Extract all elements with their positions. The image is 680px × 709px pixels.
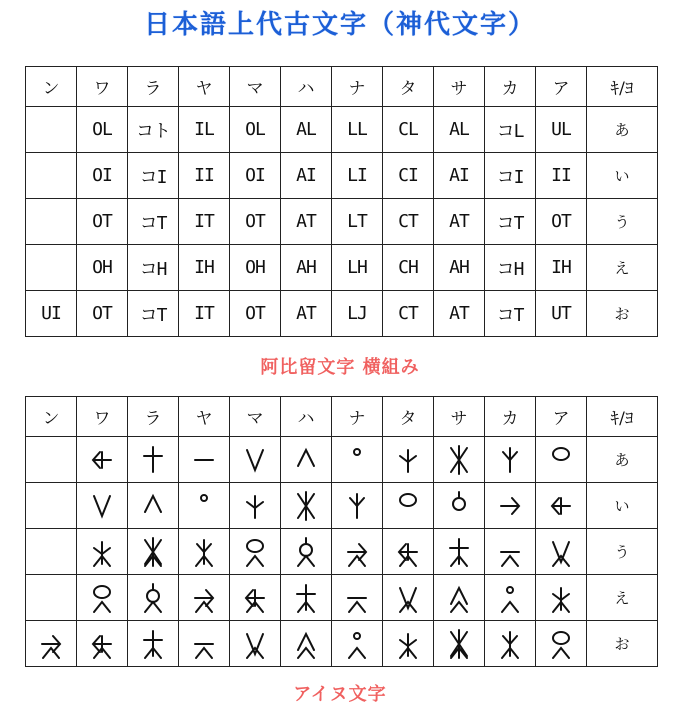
glyph-cell — [77, 575, 128, 621]
glyph-cell: AT — [434, 291, 485, 337]
glyph-cell — [281, 483, 332, 529]
glyph-cell: コT — [485, 199, 536, 245]
glyph-cell: AT — [281, 199, 332, 245]
ainu-glyph-drawing — [242, 444, 268, 476]
ainu-glyph-drawing — [497, 582, 523, 614]
glyph-cell: CT — [383, 199, 434, 245]
table-row — [26, 199, 658, 245]
glyph-cell: CL — [383, 107, 434, 153]
glyph-cell: IH — [179, 245, 230, 291]
glyph-cell — [128, 483, 179, 529]
column-header: ラ — [128, 67, 179, 107]
glyph-cell: AH — [281, 245, 332, 291]
glyph-cell: AT — [281, 291, 332, 337]
glyph-cell: OL — [77, 107, 128, 153]
glyph-cell: IL — [179, 107, 230, 153]
column-header: タ — [383, 397, 434, 437]
column-header: ナ — [332, 67, 383, 107]
column-header: ワ — [77, 67, 128, 107]
ainu-glyph-drawing — [497, 490, 523, 522]
glyph-cell: AT — [434, 199, 485, 245]
glyph-cell: コT — [128, 291, 179, 337]
glyph-cell: OT — [230, 199, 281, 245]
column-header: マ — [230, 67, 281, 107]
glyph-cell: OL — [230, 107, 281, 153]
column-header: カ — [485, 67, 536, 107]
column-header: ナ — [332, 397, 383, 437]
glyph-cell — [128, 575, 179, 621]
glyph-cell: IT — [179, 291, 230, 337]
ainu-glyph-drawing — [446, 444, 472, 476]
glyph-cell — [536, 575, 587, 621]
glyph-cell — [77, 621, 128, 667]
ainu-glyph-drawing — [89, 582, 115, 614]
table-header-row — [26, 397, 658, 437]
glyph-cell — [332, 437, 383, 483]
glyph-cell: LH — [332, 245, 383, 291]
ainu-glyph-drawing — [446, 582, 472, 614]
glyph-cell: UL — [536, 107, 587, 153]
glyph-cell — [179, 621, 230, 667]
ainu-glyph-drawing — [140, 490, 166, 522]
column-header: ヤ — [179, 397, 230, 437]
glyph-cell: OT — [77, 291, 128, 337]
column-header: ア — [536, 67, 587, 107]
ainu-glyph-drawing — [395, 628, 421, 660]
glyph-cell — [128, 437, 179, 483]
abiru-script-table — [25, 66, 658, 337]
ainu-glyph-drawing — [191, 490, 217, 522]
vowel-label: う — [587, 529, 658, 575]
ainu-glyph-drawing — [191, 444, 217, 476]
glyph-cell: LT — [332, 199, 383, 245]
glyph-cell — [332, 621, 383, 667]
ainu-glyph-drawing — [497, 444, 523, 476]
glyph-cell — [485, 483, 536, 529]
glyph-cell — [485, 621, 536, 667]
glyph-cell: II — [536, 153, 587, 199]
glyph-cell — [485, 529, 536, 575]
glyph-cell — [485, 575, 536, 621]
glyph-cell — [383, 575, 434, 621]
table-row — [26, 575, 658, 621]
ainu-glyph-drawing — [89, 444, 115, 476]
glyph-cell: AH — [434, 245, 485, 291]
glyph-cell — [179, 483, 230, 529]
glyph-cell — [332, 529, 383, 575]
column-header: ハ — [281, 67, 332, 107]
table-row — [26, 245, 658, 291]
ainu-glyph-drawing — [548, 536, 574, 568]
glyph-cell: AL — [281, 107, 332, 153]
column-header: ヤ — [179, 67, 230, 107]
abiru-caption: 阿比留文字 横組み — [260, 357, 420, 378]
glyph-cell — [434, 437, 485, 483]
ainu-glyph-drawing — [140, 582, 166, 614]
glyph-cell — [434, 575, 485, 621]
glyph-cell: OH — [77, 245, 128, 291]
glyph-cell — [434, 621, 485, 667]
glyph-cell — [281, 529, 332, 575]
glyph-cell: LI — [332, 153, 383, 199]
ainu-glyph-drawing — [89, 536, 115, 568]
table-row — [26, 153, 658, 199]
glyph-cell — [536, 437, 587, 483]
ainu-caption: アイヌ文字 — [293, 684, 387, 705]
ainu-glyph-drawing — [344, 490, 370, 522]
glyph-cell — [26, 529, 77, 575]
ainu-glyph-drawing — [548, 628, 574, 660]
column-header: サ — [434, 397, 485, 437]
glyph-cell: コT — [128, 199, 179, 245]
glyph-cell: OH — [230, 245, 281, 291]
glyph-cell: OT — [77, 199, 128, 245]
glyph-cell — [26, 437, 77, 483]
ainu-glyph-drawing — [38, 628, 64, 660]
glyph-cell: LJ — [332, 291, 383, 337]
glyph-cell: II — [179, 153, 230, 199]
table-header-row — [26, 67, 658, 107]
glyph-cell — [536, 483, 587, 529]
vowel-label: え — [587, 575, 658, 621]
glyph-cell — [281, 575, 332, 621]
vowel-label: い — [587, 153, 658, 199]
glyph-cell — [26, 199, 77, 245]
ainu-glyph-drawing — [242, 490, 268, 522]
column-header: ン — [26, 67, 77, 107]
glyph-cell: LL — [332, 107, 383, 153]
glyph-cell — [383, 621, 434, 667]
table-row — [26, 483, 658, 529]
glyph-cell — [77, 529, 128, 575]
glyph-cell — [230, 529, 281, 575]
ainu-glyph-drawing — [140, 628, 166, 660]
ainu-glyph-drawing — [293, 582, 319, 614]
vowel-label: い — [587, 483, 658, 529]
table-row — [26, 529, 658, 575]
ainu-glyph-drawing — [242, 536, 268, 568]
glyph-cell — [332, 575, 383, 621]
glyph-cell: コL — [485, 107, 536, 153]
glyph-cell: UT — [536, 291, 587, 337]
glyph-cell — [77, 437, 128, 483]
ainu-glyph-drawing — [395, 536, 421, 568]
column-header: ワ — [77, 397, 128, 437]
ainu-glyph-drawing — [293, 536, 319, 568]
ainu-glyph-drawing — [344, 628, 370, 660]
glyph-cell — [230, 621, 281, 667]
glyph-cell — [536, 621, 587, 667]
glyph-cell — [179, 437, 230, 483]
column-header: ア — [536, 397, 587, 437]
glyph-cell: AL — [434, 107, 485, 153]
column-header: タ — [383, 67, 434, 107]
ainu-glyph-drawing — [395, 582, 421, 614]
glyph-cell — [230, 483, 281, 529]
ainu-glyph-drawing — [89, 628, 115, 660]
glyph-cell — [332, 483, 383, 529]
ainu-glyph-drawing — [344, 536, 370, 568]
ainu-glyph-drawing — [191, 536, 217, 568]
ainu-glyph-drawing — [548, 582, 574, 614]
glyph-cell — [128, 529, 179, 575]
ainu-glyph-drawing — [497, 536, 523, 568]
page-title: 日本語上代古文字（神代文字） — [143, 10, 536, 40]
glyph-cell: AI — [434, 153, 485, 199]
vowel-label: お — [587, 291, 658, 337]
ainu-glyph-drawing — [293, 628, 319, 660]
glyph-cell: コH — [128, 245, 179, 291]
glyph-cell — [26, 575, 77, 621]
glyph-cell — [179, 575, 230, 621]
glyph-cell: OT — [230, 291, 281, 337]
vowel-column-header: ｷ/ﾖ — [587, 67, 658, 107]
column-header: ハ — [281, 397, 332, 437]
glyph-cell: コI — [485, 153, 536, 199]
glyph-cell: コT — [485, 291, 536, 337]
ainu-glyph-drawing — [89, 490, 115, 522]
glyph-cell — [383, 483, 434, 529]
glyph-cell: AI — [281, 153, 332, 199]
column-header: カ — [485, 397, 536, 437]
glyph-cell — [179, 529, 230, 575]
ainu-glyph-drawing — [344, 444, 370, 476]
vowel-label: え — [587, 245, 658, 291]
glyph-cell: CH — [383, 245, 434, 291]
ainu-glyph-drawing — [395, 490, 421, 522]
glyph-cell — [26, 245, 77, 291]
glyph-cell — [434, 483, 485, 529]
glyph-cell — [26, 153, 77, 199]
vowel-label: お — [587, 621, 658, 667]
table-row — [26, 621, 658, 667]
glyph-cell — [434, 529, 485, 575]
glyph-cell — [26, 621, 77, 667]
table-row — [26, 291, 658, 337]
glyph-cell: UI — [26, 291, 77, 337]
ainu-script-table — [25, 396, 658, 667]
glyph-cell — [77, 483, 128, 529]
ainu-glyph-drawing — [293, 490, 319, 522]
table-row — [26, 437, 658, 483]
vowel-label: う — [587, 199, 658, 245]
glyph-cell — [536, 529, 587, 575]
ainu-glyph-drawing — [446, 490, 472, 522]
ainu-glyph-drawing — [293, 444, 319, 476]
glyph-cell: コI — [128, 153, 179, 199]
ainu-glyph-drawing — [140, 444, 166, 476]
glyph-cell: コH — [485, 245, 536, 291]
glyph-cell — [230, 437, 281, 483]
glyph-cell: コト — [128, 107, 179, 153]
column-header: サ — [434, 67, 485, 107]
glyph-cell — [26, 107, 77, 153]
glyph-cell — [383, 437, 434, 483]
ainu-glyph-drawing — [344, 582, 370, 614]
vowel-label: あ — [587, 107, 658, 153]
vowel-label: あ — [587, 437, 658, 483]
ainu-glyph-drawing — [548, 490, 574, 522]
glyph-cell — [281, 621, 332, 667]
glyph-cell — [281, 437, 332, 483]
glyph-cell — [230, 575, 281, 621]
ainu-glyph-drawing — [191, 628, 217, 660]
ainu-glyph-drawing — [191, 582, 217, 614]
glyph-cell — [383, 529, 434, 575]
ainu-glyph-drawing — [242, 582, 268, 614]
glyph-cell: CT — [383, 291, 434, 337]
vowel-column-header: ｷ/ﾖ — [587, 397, 658, 437]
column-header: ラ — [128, 397, 179, 437]
glyph-cell: OI — [77, 153, 128, 199]
column-header: ン — [26, 397, 77, 437]
ainu-glyph-drawing — [497, 628, 523, 660]
ainu-glyph-drawing — [242, 628, 268, 660]
glyph-cell — [26, 483, 77, 529]
column-header: マ — [230, 397, 281, 437]
glyph-cell — [485, 437, 536, 483]
glyph-cell: OI — [230, 153, 281, 199]
glyph-cell: IT — [179, 199, 230, 245]
ainu-glyph-drawing — [140, 536, 166, 568]
ainu-glyph-drawing — [446, 628, 472, 660]
ainu-glyph-drawing — [395, 444, 421, 476]
glyph-cell: IH — [536, 245, 587, 291]
table-row — [26, 107, 658, 153]
glyph-cell: CI — [383, 153, 434, 199]
glyph-cell: OT — [536, 199, 587, 245]
ainu-glyph-drawing — [446, 536, 472, 568]
glyph-cell — [128, 621, 179, 667]
ainu-glyph-drawing — [548, 444, 574, 476]
